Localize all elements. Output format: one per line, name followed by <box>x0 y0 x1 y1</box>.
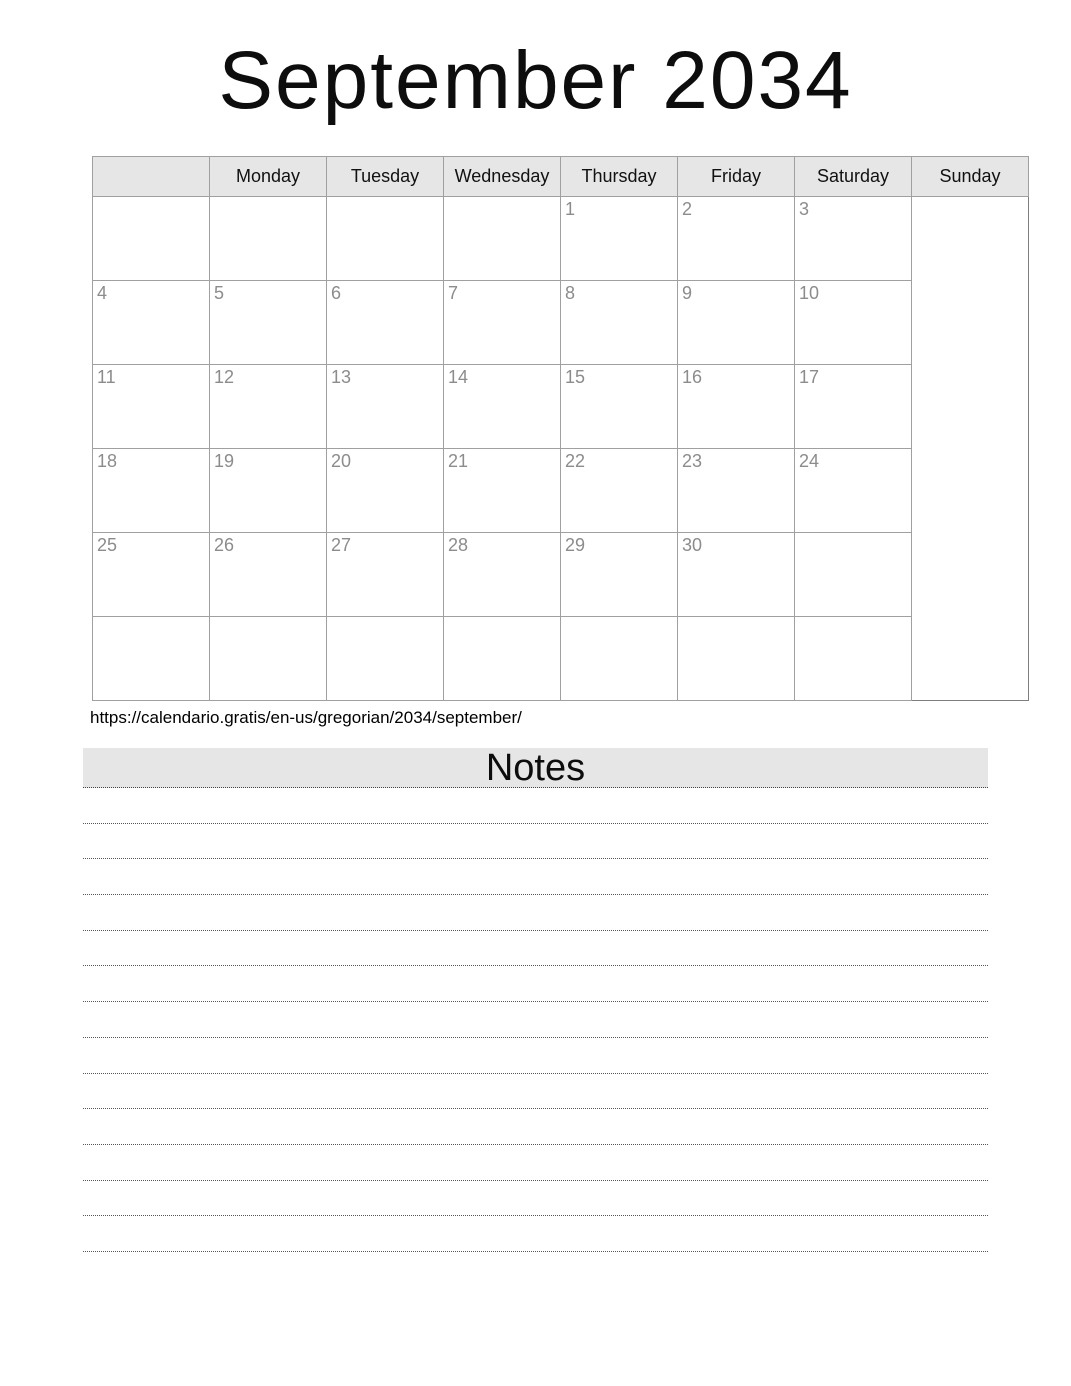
day-cell-26: 26 <box>210 533 327 617</box>
day-cell-23: 23 <box>678 449 795 533</box>
day-cell-empty <box>444 617 561 701</box>
day-cell-empty <box>327 197 444 281</box>
day-cell-empty <box>561 617 678 701</box>
day-cell-empty <box>795 617 912 701</box>
notes-line <box>83 824 988 860</box>
source-url-text: https://calendario.gratis/en-us/gregorian/2034/september/ <box>90 708 522 727</box>
week-row-2 <box>93 281 1029 365</box>
notes-line <box>83 1109 988 1145</box>
notes-line <box>83 1002 988 1038</box>
calendar <box>92 156 1029 701</box>
day-cell-20: 20 <box>327 449 444 533</box>
day-header-monday: Monday <box>210 157 327 197</box>
day-cell-empty <box>93 617 210 701</box>
day-cell-28: 28 <box>444 533 561 617</box>
notes-lines-area <box>83 788 988 1252</box>
notes-line <box>83 1181 988 1217</box>
day-cell-1: 1 <box>561 197 678 281</box>
day-cell-24: 24 <box>795 449 912 533</box>
day-cell-21: 21 <box>444 449 561 533</box>
day-cell-empty <box>210 197 327 281</box>
day-cell-2: 2 <box>678 197 795 281</box>
day-cell-14: 14 <box>444 365 561 449</box>
calendar-table <box>92 156 1029 701</box>
day-header-tuesday: Tuesday <box>327 157 444 197</box>
day-cell-25: 25 <box>93 533 210 617</box>
week-row-4 <box>93 449 1029 533</box>
notes-line <box>83 788 988 824</box>
day-cell-6: 6 <box>327 281 444 365</box>
day-header-thursday: Thursday <box>561 157 678 197</box>
day-cell-11: 11 <box>93 365 210 449</box>
day-cell-empty <box>93 197 210 281</box>
day-cell-5: 5 <box>210 281 327 365</box>
day-cell-12: 12 <box>210 365 327 449</box>
notes-line <box>83 966 988 1002</box>
day-cell-4: 4 <box>93 281 210 365</box>
notes-line <box>83 859 988 895</box>
week-number-column <box>93 157 210 197</box>
notes-line <box>83 1038 988 1074</box>
day-cell-17: 17 <box>795 365 912 449</box>
page-title: September 2034 <box>218 35 853 126</box>
day-cell-8: 8 <box>561 281 678 365</box>
day-header-friday: Friday <box>678 157 795 197</box>
day-cell-empty <box>678 617 795 701</box>
day-header-saturday: Saturday <box>795 157 912 197</box>
notes-line <box>83 1216 988 1252</box>
day-cell-27: 27 <box>327 533 444 617</box>
notes-line <box>83 931 988 967</box>
day-cell-3: 3 <box>795 197 912 281</box>
day-cell-30: 30 <box>678 533 795 617</box>
day-cell-empty <box>444 197 561 281</box>
day-cell-22: 22 <box>561 449 678 533</box>
day-cell-13: 13 <box>327 365 444 449</box>
notes-line <box>83 895 988 931</box>
day-cell-empty <box>327 617 444 701</box>
notes-header-bar <box>83 748 988 788</box>
week-row-3 <box>93 365 1029 449</box>
week-row-5 <box>93 533 1029 617</box>
day-cell-empty <box>210 617 327 701</box>
day-cell-29: 29 <box>561 533 678 617</box>
day-cell-10: 10 <box>795 281 912 365</box>
day-cell-7: 7 <box>444 281 561 365</box>
day-header-wednesday: Wednesday <box>444 157 561 197</box>
week-row-6 <box>93 617 1029 701</box>
notes-line <box>83 1145 988 1181</box>
day-header-sunday: Sunday <box>912 157 1029 197</box>
day-cell-19: 19 <box>210 449 327 533</box>
day-header-row <box>93 157 1029 197</box>
day-cell-empty <box>795 533 912 617</box>
notes-title: Notes <box>485 747 586 789</box>
day-cell-9: 9 <box>678 281 795 365</box>
day-cell-18: 18 <box>93 449 210 533</box>
day-cell-15: 15 <box>561 365 678 449</box>
day-cell-16: 16 <box>678 365 795 449</box>
week-row-1 <box>93 197 1029 281</box>
notes-line <box>83 1074 988 1110</box>
